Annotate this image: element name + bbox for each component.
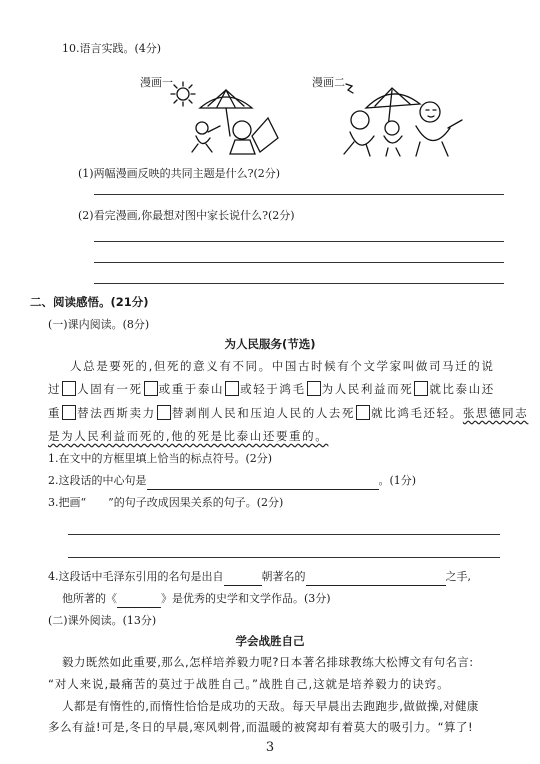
cartoon2-label: 漫画二 — [312, 76, 345, 89]
page-number: 3 — [265, 740, 275, 755]
punctuation-box[interactable] — [356, 405, 370, 420]
q4-text: 之手, — [445, 570, 471, 583]
q10-sub1: (1)两幅漫画反映的共同主题是什么?(2分) — [78, 167, 281, 180]
punctuation-box[interactable] — [414, 381, 428, 396]
text-seg: 过 — [48, 382, 62, 396]
text-seg: 人固有一死 — [77, 382, 143, 396]
part1-title: (一)课内阅读。(8分) — [48, 318, 150, 331]
punctuation-box[interactable] — [144, 381, 158, 396]
answer-line[interactable] — [94, 262, 504, 263]
question-3 — [48, 494, 283, 510]
passage2-line-3: 人都是有惰性的,而惰性恰恰是成功的天敌。每天早晨出去跑跑步,做做操,对健康 — [62, 699, 479, 713]
punctuation-box[interactable] — [307, 381, 321, 396]
punctuation-box[interactable] — [62, 381, 76, 396]
question-2 — [48, 472, 416, 490]
cartoon-1-image — [160, 78, 290, 156]
part2-title: (二)课外阅读。(13分) — [48, 614, 157, 627]
answer-blank[interactable] — [224, 572, 262, 586]
text-seg: 重 — [48, 406, 62, 420]
question-4 — [48, 568, 471, 586]
passage-line-4 — [48, 428, 328, 444]
answer-line[interactable] — [68, 557, 500, 558]
text-seg: 替剥削人民和压迫人民的人去死 — [171, 406, 356, 420]
wavy-text: 张思德同志 — [462, 406, 529, 420]
passage-line-2 — [48, 381, 495, 397]
section2-title: 二、阅读感悟。(21分) — [30, 295, 149, 309]
wavy-mark — [86, 496, 108, 509]
text-seg: 为人民利益而死 — [321, 382, 414, 396]
answer-line[interactable] — [94, 283, 504, 284]
q10-title: 10.语言实践。(4分) — [62, 42, 162, 55]
q3-text: 3.把画“ — [48, 496, 87, 509]
passage-line-3 — [48, 405, 528, 421]
passage-line-1: 人总是要死的,但死的意义有不同。中国古时候有个文学家叫做司马迁的说 — [70, 359, 495, 373]
q2-score: 。(1分) — [378, 474, 417, 487]
punctuation-box[interactable] — [225, 381, 239, 396]
passage2-line-1: 毅力既然如此重要,那么,怎样培养毅力呢?日本著名排球教练大松博文有句名言: — [62, 655, 474, 669]
answer-line[interactable] — [94, 194, 504, 195]
q4-text: 4.这段话中毛泽东引用的名句是出自 — [48, 570, 224, 583]
answer-line[interactable] — [94, 241, 504, 242]
q2-text: 2.这段话的中心句是 — [48, 474, 147, 487]
q3-text-b: ”的句子改成因果关系的句子。(2分) — [108, 496, 284, 509]
answer-blank[interactable] — [117, 594, 161, 608]
cartoon1-label: 漫画一 — [140, 76, 173, 89]
answer-blank[interactable] — [306, 572, 446, 586]
question-4-line2 — [62, 590, 331, 608]
passage2-line-4: 多么有益!可是,冬日的早晨,寒风刺骨,而温暖的被窝却有着莫大的吸引力。“算了! — [48, 720, 474, 734]
passage2-title: 学会战胜自己 — [235, 634, 305, 648]
cartoon-2-image — [330, 76, 470, 158]
text-seg: 或轻于鸿毛 — [240, 382, 306, 396]
passage-title: 为人民服务(节选) — [224, 337, 316, 351]
text-seg: 就比鸿毛还轻。 — [371, 406, 463, 420]
q4-text: 》是优秀的史学和文学作品。(3分) — [161, 592, 331, 605]
punctuation-box[interactable] — [62, 405, 76, 420]
text-seg: 替法西斯卖力 — [77, 406, 156, 420]
q10-sub2: (2)看完漫画,你最想对图中家长说什么?(2分) — [78, 209, 295, 222]
passage2-line-2: “对人来说,最痛苦的莫过于战胜自己。”战胜自己,这就是培养毅力的诀窍。 — [48, 677, 450, 691]
text-seg: 就比泰山还 — [429, 382, 495, 396]
punctuation-box[interactable] — [157, 405, 171, 420]
text-seg: 或重于泰山 — [158, 382, 225, 396]
question-1: 1.在文中的方框里填上恰当的标点符号。(2分) — [48, 452, 273, 465]
answer-line[interactable] — [68, 534, 500, 535]
q4-text: 他所著的《 — [62, 592, 117, 605]
q4-text: 朝著名的 — [261, 570, 306, 583]
answer-blank[interactable] — [147, 476, 379, 490]
wavy-text: 是为人民利益而死的,他的死是比泰山还要重的。 — [48, 429, 329, 443]
